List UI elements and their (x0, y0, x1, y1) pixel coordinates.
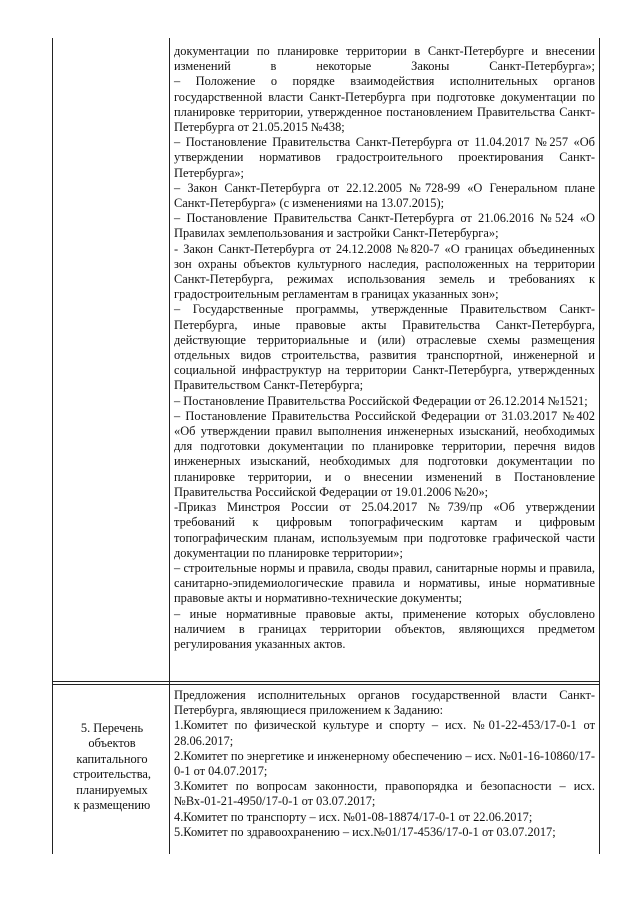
list-item: – Постановление Правительства Российской Федерации от 31.03.2017 №402 «Об утверждении правил выполнения инженерных изысканий, необходимых для подготовки документации по планировке территории, перечня видов инженерных изысканий, необходимых для подготовки документации по планировке территории, и о внесении изменений в Постановление Правительства Российской Федерации от 19.01.2006 №20»; (174, 408, 595, 499)
row-label-line: 5. Перечень (80, 721, 144, 735)
requirements-cell (174, 44, 595, 652)
row-label-line: к размещению (73, 798, 151, 813)
row-label-line: планируемых (76, 782, 148, 797)
list-item: – Постановление Правительства Санкт-Петербурга от 21.06.2016 №524 «О Правилах землепользования и застройки Санкт-Петербурга»; (174, 211, 595, 241)
list-item: документации по планировке территории в Санкт-Петербурге и внесении изменений в некоторые Законы Санкт-Петербурга»; (174, 44, 595, 74)
list-item: 2.Комитет по энергетике и инженерному обеспечению – исх. №01-16-10860/17-0-1 от 04.07.2017; (174, 748, 595, 779)
list-item: – иные нормативные правовые акты, применение которых обусловлено наличием в границах территории объектов, являющихся предметом регулирования указанных актов. (174, 606, 595, 651)
row-label-line: объектов (88, 736, 136, 751)
table-right-border (599, 38, 600, 854)
row-divider-top (52, 681, 600, 682)
list-item: – Постановление Правительства Российской Федерации от 26.12.2014 №1521; (174, 393, 588, 408)
list-item: 3.Комитет по вопросам законности, правопорядка и безопасности – исх. №Вх-01-21-4950/17-0-1 от 03.07.2017; (174, 779, 595, 809)
list-item: – Закон Санкт-Петербурга от 22.12.2005 №728-99 «О Генеральном плане Санкт-Петербурга» (с изменениями на 13.07.2015); (174, 180, 595, 211)
table-left-border (52, 38, 53, 854)
objects-cell (174, 688, 595, 840)
row-label (55, 721, 169, 813)
row-divider-bottom (52, 684, 600, 685)
list-item: Предложения исполнительных органов государственной власти Санкт-Петербурга, являющиеся приложением к Заданию: (174, 688, 595, 718)
list-item: 5.Комитет по здравоохранению – исх.№01/17-4536/17-0-1 от 03.07.2017; (174, 824, 556, 839)
list-item: – Положение о порядке взаимодействия исполнительных органов государственной власти Санкт-Петербурга при подготовке документации по планировке территории, утвержденное постановлением Правительства Санкт-Петербурга от 21.05.2015 №438; (174, 74, 595, 135)
list-item: – строительные нормы и правила, своды правил, санитарные нормы и правила, санитарно-эпидемиологические правила и нормативы, иные нормативные правовые акты и нормативно-технические документы; (174, 560, 595, 606)
list-item: – Государственные программы, утвержденные Правительством Санкт-Петербурга, иные правовые акты Правительства Санкт-Петербурга, действующие территориальные и (или) отраслевые схемы размещения отдельных видов строительства, развития транспортной, инженерной и социальной инфраструктур на территории Санкт-Петербурга, утвержденных Правительством Санкт-Петербурга; (174, 302, 595, 393)
table-column-divider (169, 38, 170, 854)
list-item: 4.Комитет по транспорту – исх. №01-08-18874/17-0-1 от 22.06.2017; (174, 809, 533, 824)
list-item: 1.Комитет по физической культуре и спорту – исх. №01-22-453/17-0-1 от 28.06.2017; (174, 718, 595, 748)
list-item: - Закон Санкт-Петербурга от 24.12.2008 №820-7 «О границах объединенных зон охраны объектов культурного наследия, расположенных на территории Санкт-Петербурга, режимах использования земель и требованиях к градостроительным регламентам в границах указанных зон»; (174, 241, 595, 302)
list-item: – Постановление Правительства Санкт-Петербурга от 11.04.2017 №257 «Об утверждении нормативов градостроительного проектирования Санкт-Петербурга»; (174, 135, 595, 180)
row-label-line: капитального (76, 751, 148, 766)
row-label-line: строительства, (72, 767, 152, 782)
list-item: -Приказ Минстроя России от 25.04.2017 №739/пр «Об утверждении требований к цифровым топографическим картам и цифровым топографическим планам, используемым при подготовке графической части документации по планировке территории»; (174, 500, 595, 560)
